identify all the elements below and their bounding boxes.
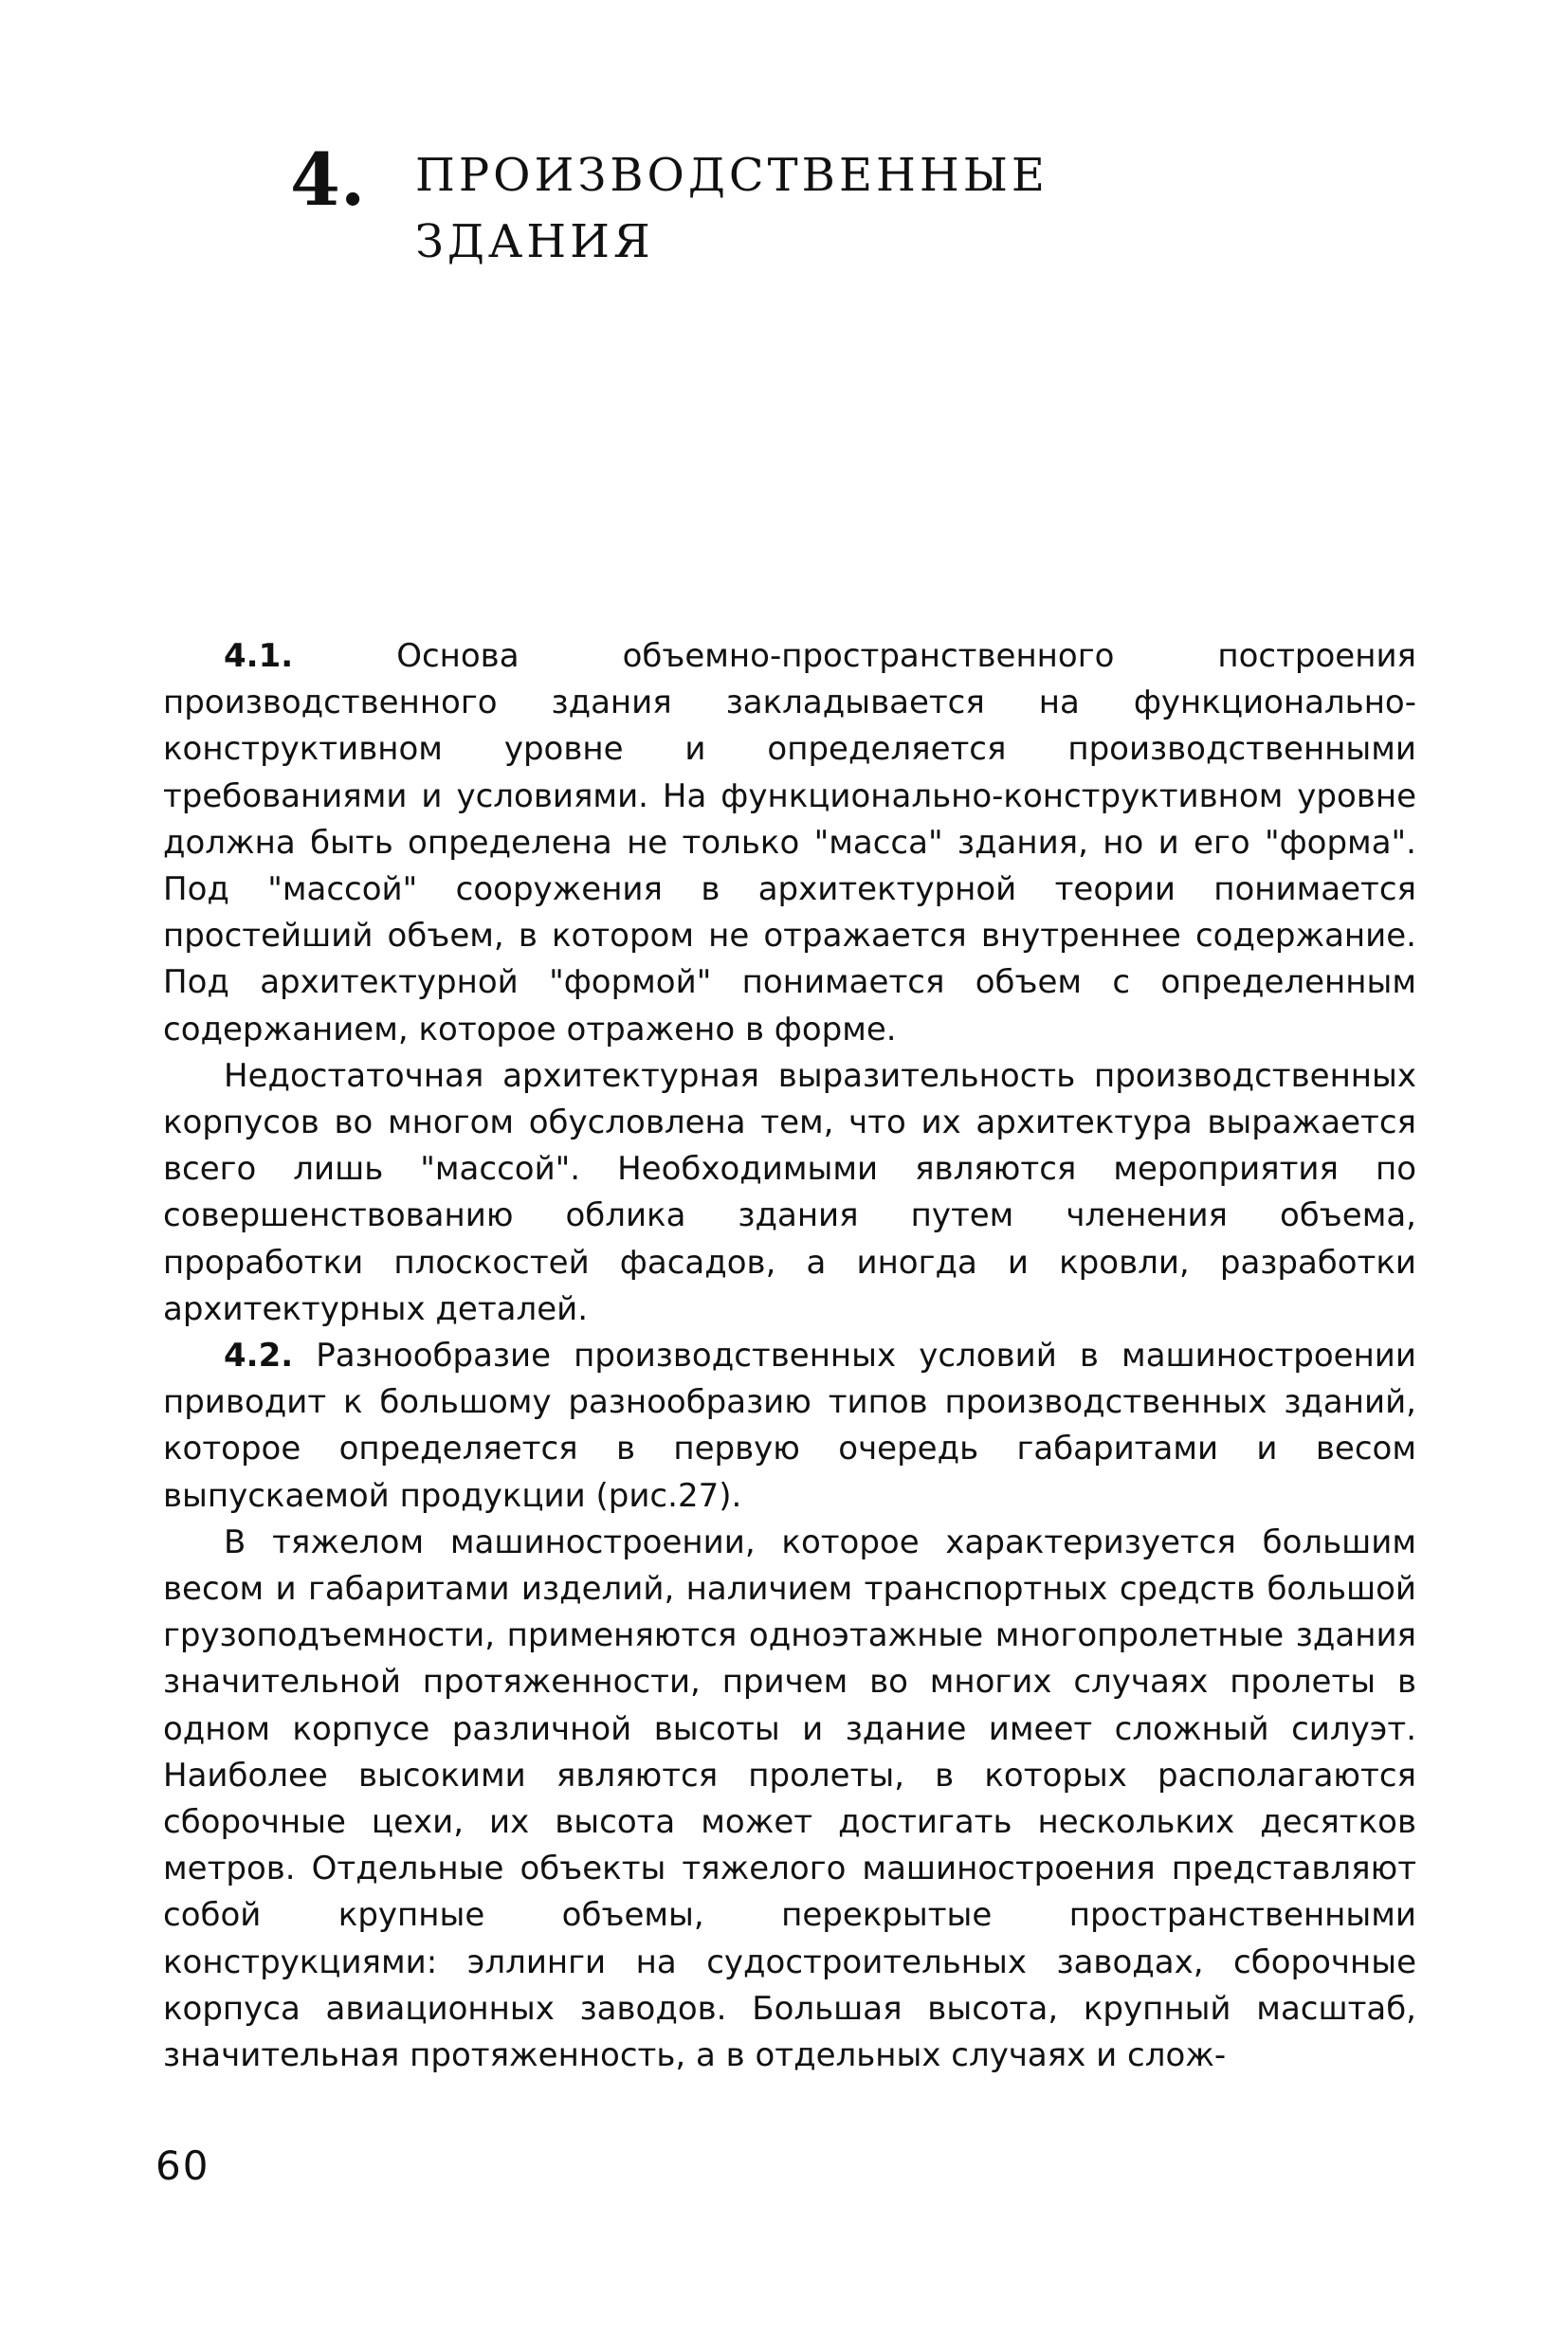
paragraph [163, 1520, 1416, 2079]
paragraph-4-2 [163, 1333, 1416, 1520]
page-number: 60 [155, 2142, 210, 2189]
chapter-title [415, 142, 1048, 275]
paragraph-text: В тяжелом машиностроении, которое характеризуется большим весом и габаритами изделий, наличием транспортных средств большой грузоподъемности, применяются одноэтажные многопролетные здания значительной протяженности, причем во многих случаях пролеты в одном корпусе различной высоты и здание имеет сложный силуэт. Наиболее высокими являются пролеты, в которых располагаются сборочные цехи, их высота может достигать нескольких десятков метров. Отдельные объекты тяжелого машиностроения представляют собой крупные объемы, перекрытые пространственными конструкциями: эллинги на судостроительных заводах, сборочные корпуса авиационных заводов. Большая высота, крупный масштаб, значительная протяженность, а в отдельных случаях и слож- [163, 1522, 1416, 2075]
chapter-number: 4. [290, 137, 366, 222]
paragraph-4-1 [163, 633, 1416, 1053]
chapter-title-line-2: ЗДАНИЯ [415, 215, 654, 268]
section-number: 4.1. [224, 637, 294, 675]
paragraph [163, 1053, 1416, 1333]
section-number: 4.2. [224, 1337, 294, 1376]
paragraph-text: Недостаточная архитектурная выразительность производственных корпусов во многом обусловлена тем, что их архитектура выражается всего лишь "массой". Необходимыми являются мероприятия по совершенствованию облика здания путем членения объема, проработки плоскостей фасадов, а иногда и кровли, разработки архитектурных деталей. [163, 1056, 1416, 1328]
paragraph-text: Разнообразие производственных условий в машиностроении приводит к большому разнообразию типов производственных зданий, которое определяется в первую очередь габаритами и весом выпускаемой продукции (рис.27). [163, 1337, 1416, 1515]
body-text [163, 633, 1416, 2079]
chapter-title-line-1: ПРОИЗВОДСТВЕННЫЕ [415, 149, 1048, 202]
paragraph-text: Основа объемно-пространственного построения производственного здания закладывается на функционально-конструктивном уровне и определяется производственными требованиями и условиями. На функционально-конструктивном уровне должна быть определена не только "масса" здания, но и его "форма". Под "массой" сооружения в архитектурной теории понимается простейший объем, в котором не отражается внутреннее содержание. Под архитектурной "формой" понимается объем с определенным содержанием, которое отражено в форме. [163, 637, 1416, 1048]
chapter-heading [290, 137, 1048, 275]
